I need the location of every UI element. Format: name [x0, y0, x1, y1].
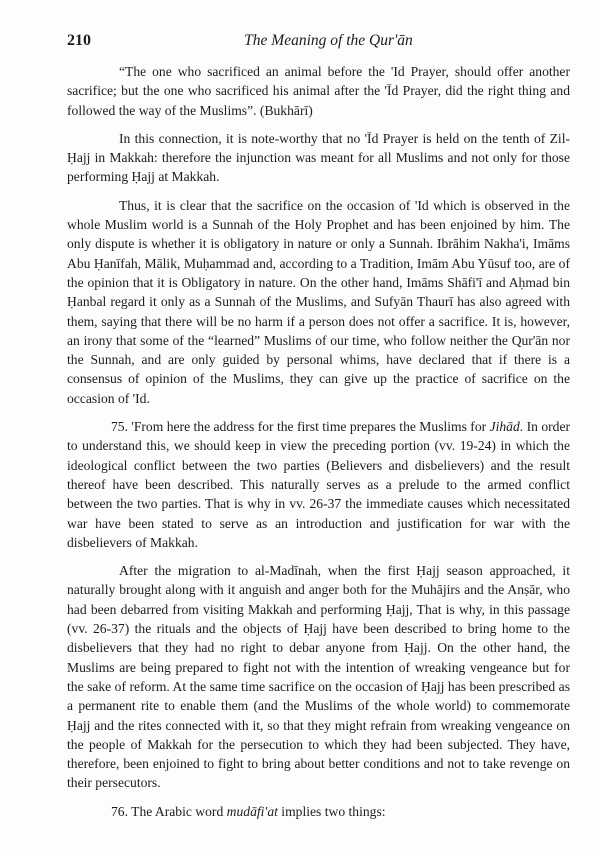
running-title: The Meaning of the Qur'ān	[244, 32, 413, 49]
page-body	[67, 62, 570, 828]
note-76-rest: implies two things:	[277, 803, 386, 819]
page-header	[67, 32, 570, 54]
note-76-paragraph	[67, 802, 570, 821]
note-76-lead: 76. The Arabic word	[111, 803, 227, 819]
page-number: 210	[67, 32, 91, 49]
note-75-lead: 75. 'From here the address for the first time prepares the Muslims for	[111, 419, 490, 435]
note-76-emphasis: mudāfi'at	[226, 803, 278, 819]
hajj-migration-paragraph: After the migration to al-Madīnah, when the first Ḥajj season approached, it naturally brought along with it anguish and anger both for the Muhājirs and the Anṣār, who had been debarred from visiting Makkah and performing Ḥajj, That is why, in this passage (vv. 26-37) the rituals and the objects of Ḥajj have been described to bring home to the disbelievers that they had no right to debar anyone from Ḥajj. On the other hand, the Muslims are being prepared to fight not with the intention of wreaking vengeance but for the sake of reform. At the same time sacrifice on the occasion of Ḥajj has been prescribed as a permanent rite to enable them (and the Muslims of the whole world) to commemorate Ḥajj and the rites connected with it, so that they might refrain from wreaking vengeance on the people of Makkah for the persecution to which they had been subjected. They have, therefore, been enjoined to fight to bring about better conditions and not to take revenge on their persecutors.	[67, 563, 570, 791]
eid-prayer-paragraph: In this connection, it is note-worthy that no 'Īd Prayer is held on the tenth of Zil-Ḥajj in Makkah: therefore the injunction was meant for all Muslims and not only for those performing Ḥajj at Makkah.	[67, 130, 570, 185]
sacrifice-ruling-paragraph: Thus, it is clear that the sacrifice on the occasion of 'Id which is observed in the whole Muslim world is a Sunnah of the Holy Prophet and has been enjoined by him. The only dispute is whether it is obligatory in nature or only a Sunnah. Ibrāhim Nakha'i, Imāms Abu Ḥanīfah, Mālik, Muḥammad and, according to a Tradition, Imām Abu Yūsuf too, are of the opinion that it is Obligatory in nature. On the other hand, Imāms Shāfi'ī and Aḥmad bin Ḥanbal regard it only as a Sunnah of the Muslims, and Sufyān Thaurī has also agreed with them, saying that there will be no harm if a person does not offer a sacrifice. It is, however, an irony that some of the “learned” Muslims of our time, who follow neither the Qur'ān nor the Sunnah, and are only guided by personal whims, have declared that if there is a consensus of opinion of the Muslims, they can give up the practice of sacrifice on the occasion of 'Id.	[67, 197, 570, 406]
note-75-emphasis: Jihād	[489, 419, 520, 435]
note-75-rest: . In order to understand this, we should keep in view the preceding portion (vv. 19-24) in which the ideological conflict between the two parties (Believers and disbelievers) and the result thereof have been described. This naturally serves as a prelude to the armed conflict between the two parties. That is why in vv. 26-37 the immediate causes which necessitated war have been stated to serve as an introduction and justification for war with the disbelievers of Makkah.	[67, 419, 571, 550]
hadith-quote-paragraph: “The one who sacrificed an animal before the 'Id Prayer, should offer another sacrifice; but the one who sacrificed his animal after the 'Īd Prayer, did the right thing and followed the way of the Muslims”. (Bukhārī)	[67, 64, 570, 118]
note-75-paragraph	[67, 417, 570, 552]
